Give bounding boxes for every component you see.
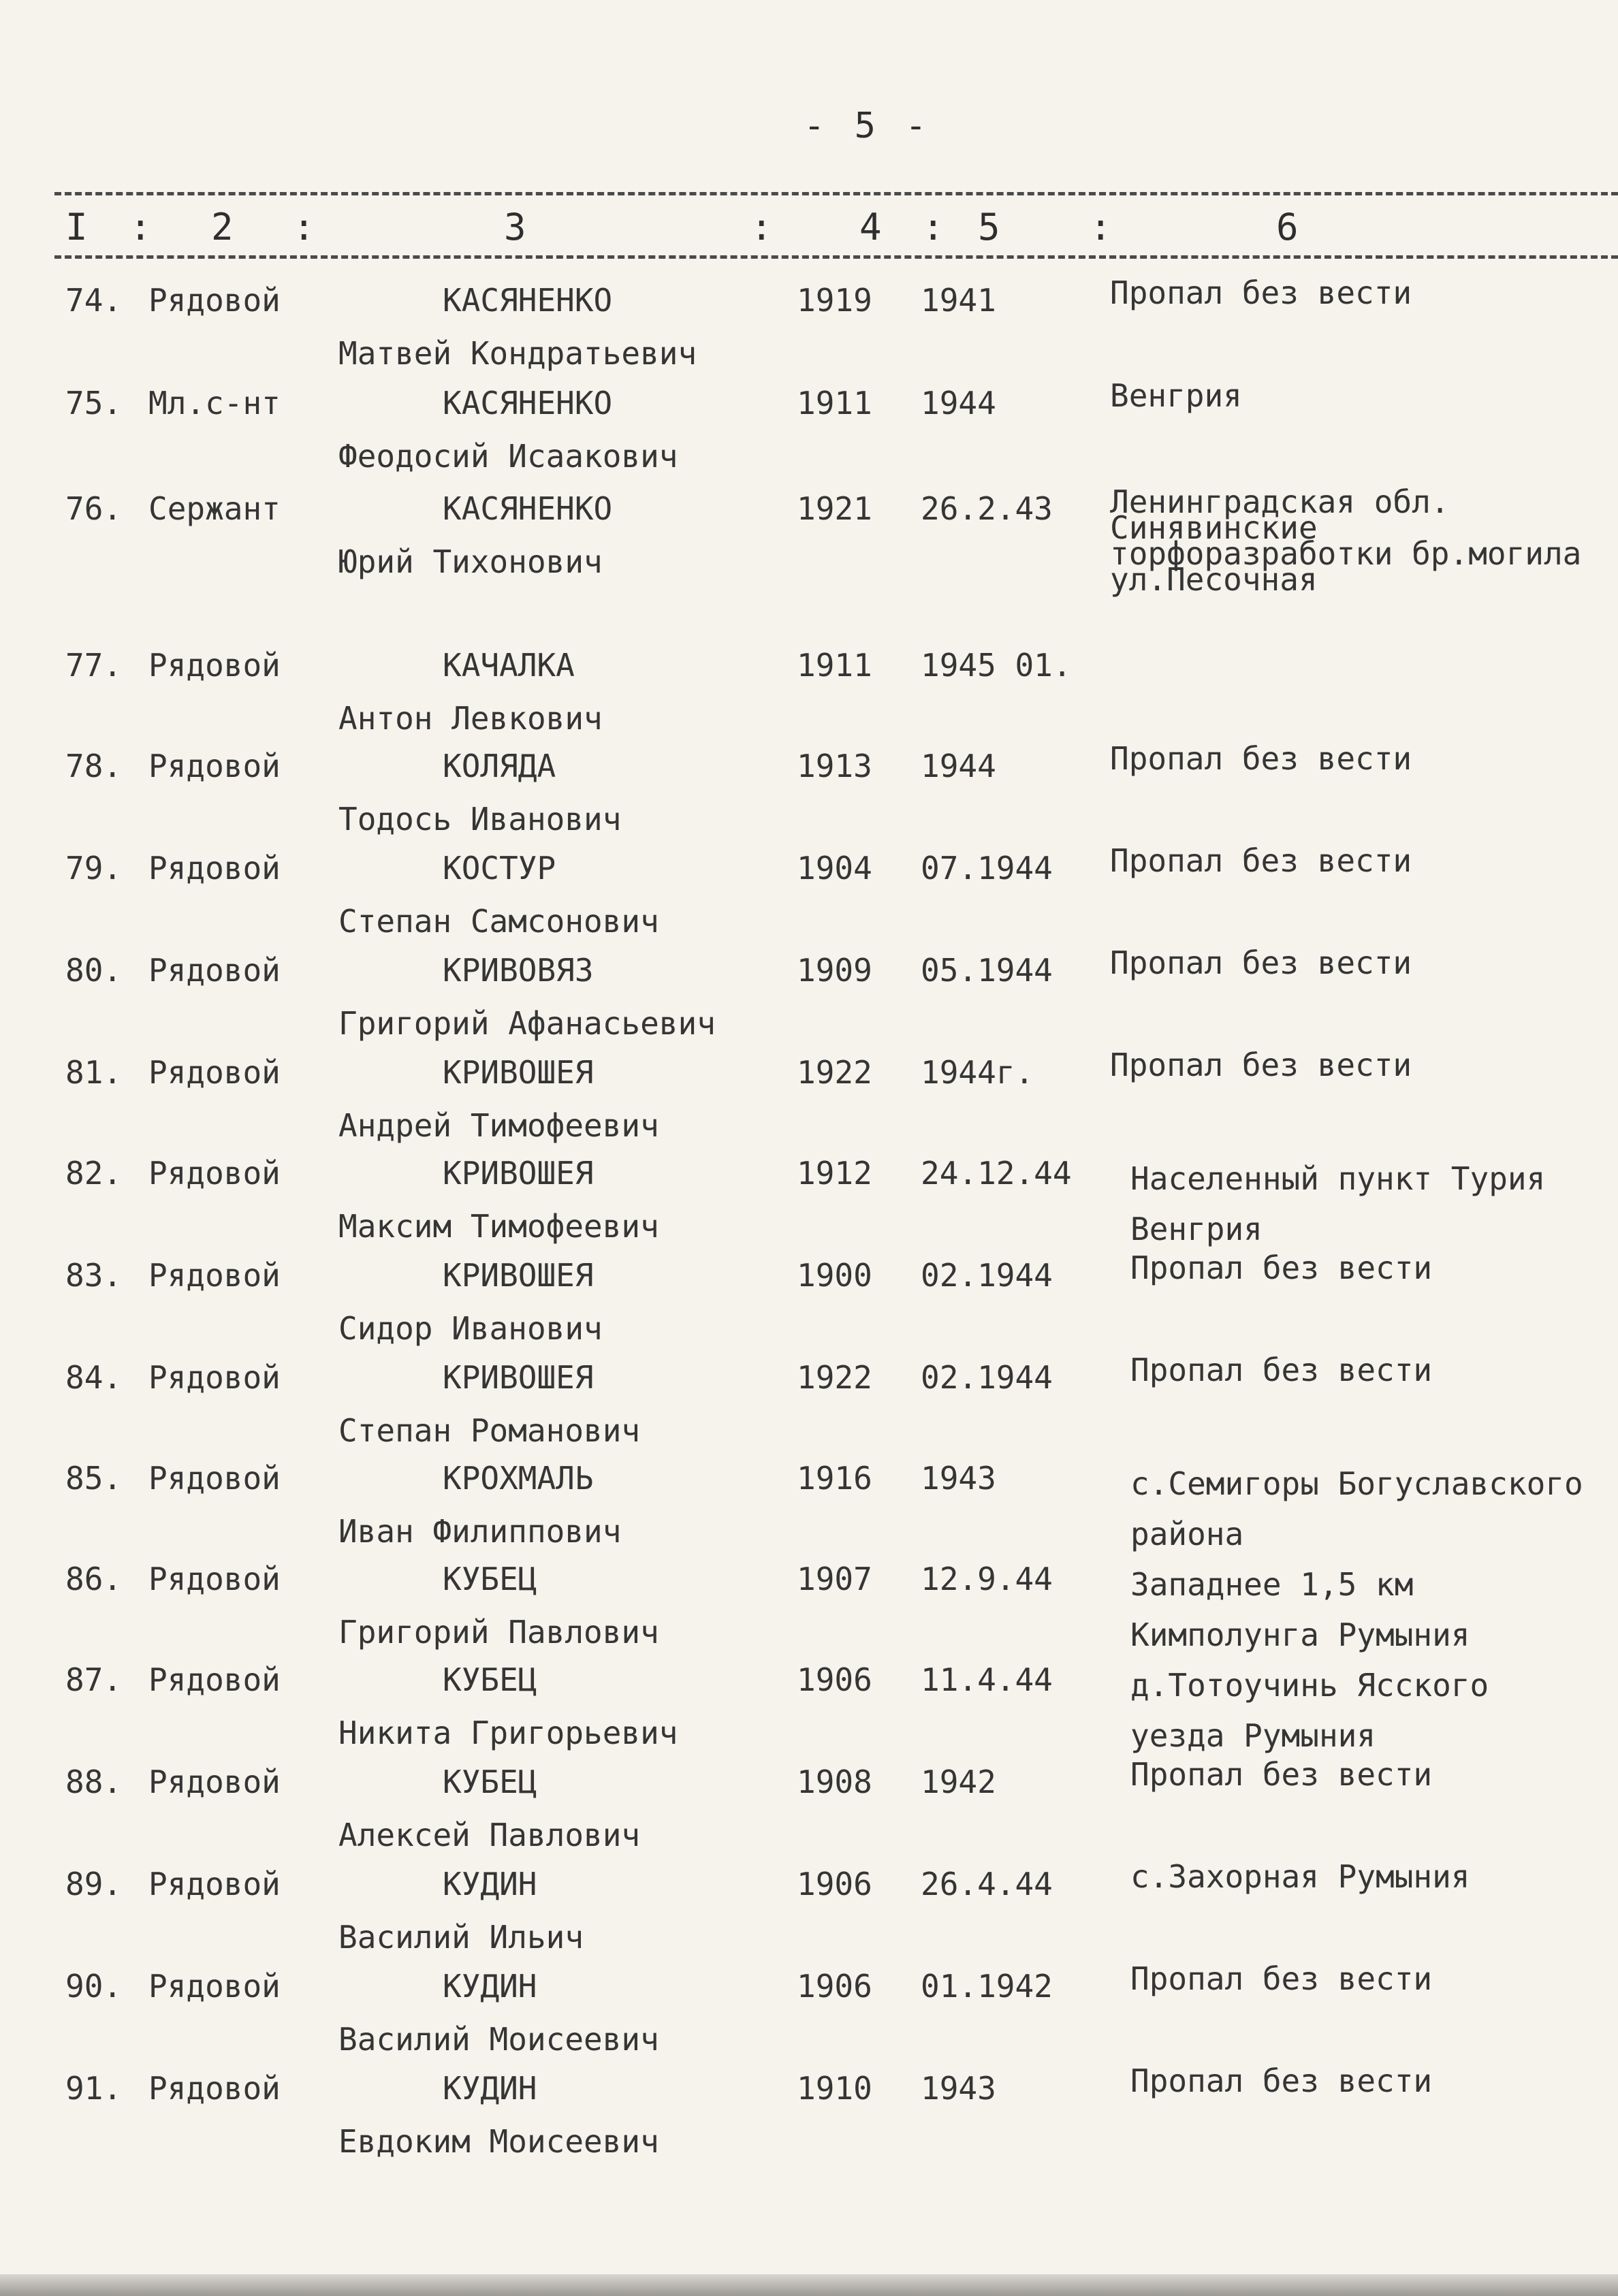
scan-bottom-edge	[0, 2274, 1618, 2296]
header-rule-bottom	[54, 255, 1618, 259]
row-note: Пропал без вести	[1130, 1960, 1433, 1997]
row-surname: КОСТУР	[443, 850, 556, 887]
column-header-2: 2	[211, 206, 234, 249]
column-header-3: 3	[504, 206, 526, 249]
row-number: 75.	[65, 385, 123, 421]
row-given-name: Иван Филиппович	[338, 1513, 622, 1550]
row-death-date: 1944	[921, 385, 996, 421]
row-death-date: 1944	[921, 748, 996, 784]
row-rank: Рядовой	[148, 850, 281, 887]
row-given-name: Юрий Тихонович	[338, 543, 603, 580]
row-given-name: Никита Григорьевич	[338, 1715, 678, 1751]
row-surname: КРИВОШЕЯ	[443, 1359, 594, 1396]
row-surname: КУБЕЦ	[443, 1561, 537, 1597]
row-death-date: 1945 01.	[921, 647, 1072, 684]
row-birth-year: 1907	[797, 1561, 872, 1597]
row-given-name: Евдоким Моисеевич	[338, 2123, 659, 2160]
row-rank: Рядовой	[148, 647, 281, 684]
row-given-name: Степан Романович	[338, 1412, 641, 1449]
row-rank: Рядовой	[148, 282, 281, 319]
row-birth-year: 1921	[797, 490, 872, 527]
row-number: 82.	[65, 1155, 123, 1192]
row-birth-year: 1910	[797, 2070, 872, 2107]
row-rank: Рядовой	[148, 1460, 281, 1497]
row-note: Венгрия	[1110, 377, 1242, 414]
row-death-date: 07.1944	[921, 850, 1053, 887]
row-birth-year: 1911	[797, 385, 872, 421]
row-note: Пропал без вести	[1110, 1047, 1412, 1083]
row-given-name: Василий Ильич	[338, 1919, 584, 1956]
row-given-name: Тодось Иванович	[338, 801, 622, 838]
column-header-4: 4	[859, 206, 882, 249]
row-number: 88.	[65, 1764, 123, 1800]
row-given-name: Степан Самсонович	[338, 903, 659, 940]
row-birth-year: 1906	[797, 1866, 872, 1902]
row-birth-year: 1916	[797, 1460, 872, 1497]
column-header-5: 5	[978, 206, 1000, 249]
row-note: с.Захорная Румыния	[1130, 1858, 1470, 1895]
row-death-date: 26.2.43	[921, 490, 1053, 527]
row-surname: КАСЯНЕНКО	[443, 385, 613, 421]
row-number: 86.	[65, 1561, 123, 1597]
row-surname: КУДИН	[443, 1866, 537, 1902]
row-rank: Рядовой	[148, 1359, 281, 1396]
row-note: Пропал без вести	[1130, 1249, 1433, 1286]
row-birth-year: 1922	[797, 1359, 872, 1396]
row-note: Пропал без вести	[1130, 2062, 1433, 2099]
row-death-date: 1942	[921, 1764, 996, 1800]
row-surname: КУДИН	[443, 1968, 537, 2005]
column-separator: :	[1090, 206, 1112, 249]
row-number: 81.	[65, 1054, 123, 1091]
row-rank: Рядовой	[148, 1764, 281, 1800]
row-surname: КРИВОШЕЯ	[443, 1054, 594, 1091]
row-number: 84.	[65, 1359, 123, 1396]
column-separator: :	[922, 206, 945, 249]
row-note: с.Семигоры Богуславского района	[1130, 1465, 1583, 1552]
row-birth-year: 1900	[797, 1257, 872, 1294]
row-number: 90.	[65, 1968, 123, 2005]
row-note: Пропал без вести	[1110, 740, 1412, 777]
row-birth-year: 1906	[797, 1968, 872, 2005]
row-surname: КОЛЯДА	[443, 748, 556, 784]
row-note: Пропал без вести	[1110, 842, 1412, 879]
row-birth-year: 1906	[797, 1661, 872, 1698]
row-surname: КАСЯНЕНКО	[443, 490, 613, 527]
row-surname: КАЧАЛКА	[443, 647, 575, 684]
row-number: 89.	[65, 1866, 123, 1902]
row-rank: Рядовой	[148, 1866, 281, 1902]
row-death-date: 11.4.44	[921, 1661, 1053, 1698]
row-number: 80.	[65, 952, 123, 989]
row-rank: Рядовой	[148, 2070, 281, 2107]
row-birth-year: 1911	[797, 647, 872, 684]
row-given-name: Алексей Павлович	[338, 1817, 641, 1853]
row-birth-year: 1909	[797, 952, 872, 989]
row-rank: Рядовой	[148, 1561, 281, 1597]
row-number: 77.	[65, 647, 123, 684]
row-birth-year: 1904	[797, 850, 872, 887]
row-note: Населенный пункт Турия Венгрия	[1130, 1160, 1546, 1247]
row-death-date: 12.9.44	[921, 1561, 1053, 1597]
row-rank: Сержант	[148, 490, 281, 527]
row-surname: КУБЕЦ	[443, 1764, 537, 1800]
row-birth-year: 1908	[797, 1764, 872, 1800]
row-rank: Рядовой	[148, 748, 281, 784]
row-surname: КРИВОШЕЯ	[443, 1257, 594, 1294]
row-note: Пропал без вести	[1110, 944, 1412, 981]
row-note: Ленинградская обл. Синявинские торфоразработки бр.могила ул.Песочная	[1110, 483, 1582, 598]
row-rank: Рядовой	[148, 1257, 281, 1294]
row-note: Пропал без вести	[1130, 1756, 1433, 1793]
row-number: 91.	[65, 2070, 123, 2107]
row-birth-year: 1922	[797, 1054, 872, 1091]
row-note: Пропал без вести	[1130, 1352, 1433, 1388]
row-death-date: 1941	[921, 282, 996, 319]
row-given-name: Василий Моисеевич	[338, 2021, 659, 2058]
row-birth-year: 1913	[797, 748, 872, 784]
row-rank: Мл.с-нт	[148, 385, 281, 421]
row-given-name: Андрей Тимофеевич	[338, 1107, 659, 1144]
page-number: - 5 -	[804, 106, 931, 146]
row-given-name: Григорий Афанасьевич	[338, 1005, 716, 1042]
row-number: 74.	[65, 282, 123, 319]
row-note: Пропал без вести	[1110, 274, 1412, 311]
row-death-date: 02.1944	[921, 1257, 1053, 1294]
row-rank: Рядовой	[148, 1968, 281, 2005]
row-death-date: 1943	[921, 1460, 996, 1497]
column-separator: :	[129, 206, 152, 249]
row-given-name: Феодосий Исаакович	[338, 438, 678, 475]
row-given-name: Матвей Кондратьевич	[338, 335, 697, 372]
row-death-date: 24.12.44	[921, 1155, 1072, 1192]
row-note: д.Тотоучинь Ясского уезда Румыния	[1130, 1667, 1489, 1754]
row-given-name: Сидор Иванович	[338, 1310, 603, 1347]
row-surname: КУДИН	[443, 2070, 537, 2107]
row-note: Западнее 1,5 км Кимполунга Румыния	[1130, 1566, 1470, 1653]
row-given-name: Григорий Павлович	[338, 1614, 659, 1651]
row-death-date: 01.1942	[921, 1968, 1053, 2005]
column-header-6: 6	[1276, 206, 1299, 249]
row-birth-year: 1912	[797, 1155, 872, 1192]
row-surname: КУБЕЦ	[443, 1661, 537, 1698]
header-rule-top	[54, 192, 1618, 195]
row-rank: Рядовой	[148, 1155, 281, 1192]
row-surname: КРИВОШЕЯ	[443, 1155, 594, 1192]
row-surname: КРОХМАЛЬ	[443, 1460, 594, 1497]
row-number: 79.	[65, 850, 123, 887]
row-surname: КАСЯНЕНКО	[443, 282, 613, 319]
row-number: 83.	[65, 1257, 123, 1294]
row-death-date: 26.4.44	[921, 1866, 1053, 1902]
column-separator: :	[293, 206, 315, 249]
column-headers	[0, 206, 1618, 249]
row-number: 87.	[65, 1661, 123, 1698]
row-number: 78.	[65, 748, 123, 784]
row-rank: Рядовой	[148, 1054, 281, 1091]
column-separator: :	[750, 206, 773, 249]
row-death-date: 1944г.	[921, 1054, 1034, 1091]
row-death-date: 02.1944	[921, 1359, 1053, 1396]
row-number: 85.	[65, 1460, 123, 1497]
row-surname: КРИВОВЯЗ	[443, 952, 594, 989]
row-rank: Рядовой	[148, 952, 281, 989]
column-header-1: I	[65, 206, 88, 249]
row-death-date: 1943	[921, 2070, 996, 2107]
row-death-date: 05.1944	[921, 952, 1053, 989]
row-given-name: Максим Тимофеевич	[338, 1208, 659, 1245]
row-birth-year: 1919	[797, 282, 872, 319]
row-rank: Рядовой	[148, 1661, 281, 1698]
row-given-name: Антон Левкович	[338, 700, 603, 737]
row-number: 76.	[65, 490, 123, 527]
